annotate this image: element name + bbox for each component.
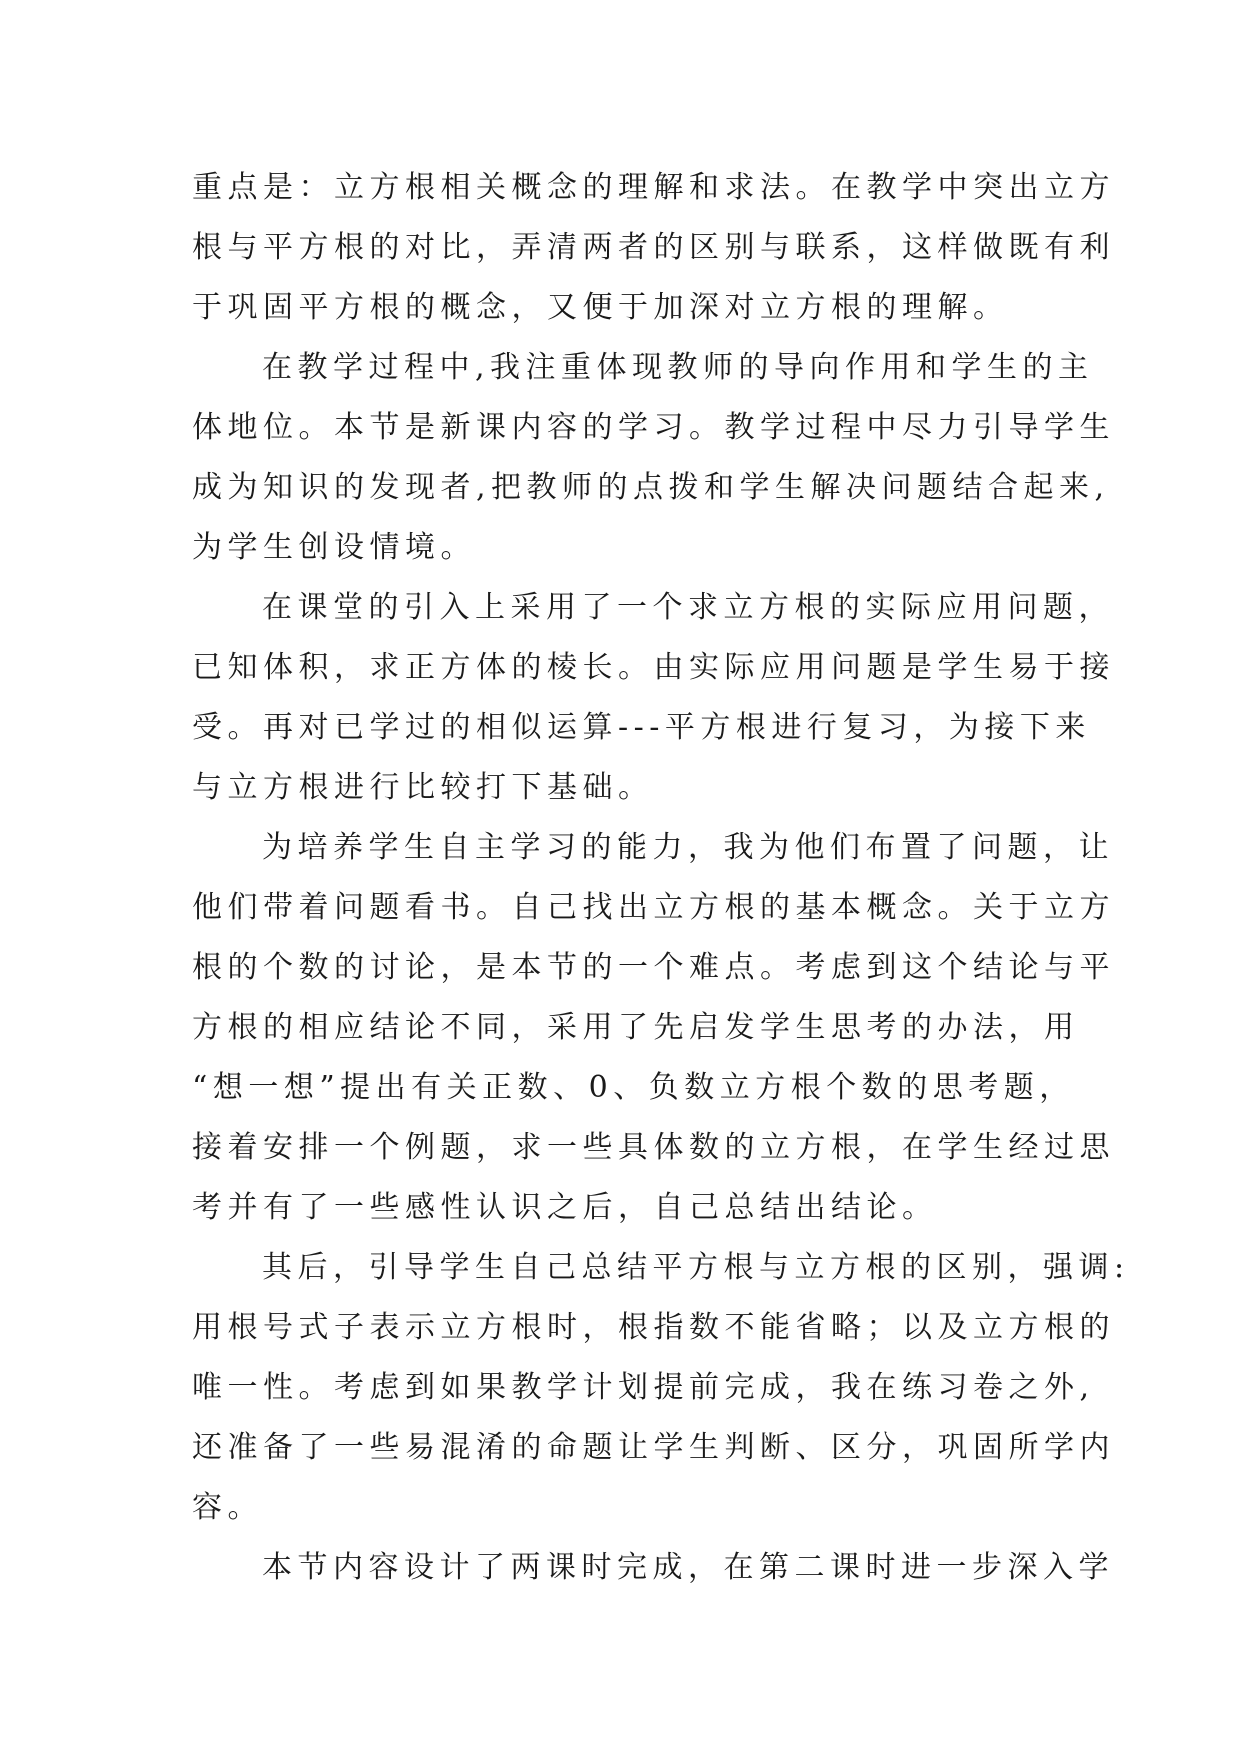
text-line: 为学生创设情境。: [192, 530, 476, 565]
text-line: 根的个数的讨论，是本节的一个难点。考虑到这个结论与平: [192, 950, 1115, 985]
text-line: “想一想”提出有关正数、0、负数立方根个数的思考题，: [192, 1070, 1075, 1105]
text-line: 重点是：立方根相关概念的理解和求法。在教学中突出立方: [192, 170, 1115, 205]
text-line: 与立方根进行比较打下基础。: [192, 770, 654, 805]
text-line: 在课堂的引入上采用了一个求立方根的实际应用问题，: [262, 590, 1114, 625]
text-line: 唯一性。考虑到如果教学计划提前完成，我在练习卷之外,: [192, 1370, 1095, 1405]
text-line: 在教学过程中,我注重体现教师的导向作用和学生的主: [262, 350, 1094, 385]
text-line: 方根的相应结论不同，采用了先启发学生思考的办法，用: [192, 1010, 1080, 1045]
text-line: 成为知识的发现者,把教师的点拨和学生解决问题结合起来,: [192, 470, 1110, 505]
text-line: 他们带着问题看书。自己找出立方根的基本概念。关于立方: [192, 890, 1115, 925]
document-body: [192, 158, 1130, 1598]
text-line: 考并有了一些感性认识之后，自己总结出结论。: [192, 1190, 938, 1225]
text-line: 已知体积，求正方体的棱长。由实际应用问题是学生易于接: [192, 650, 1115, 685]
text-line: 为培养学生自主学习的能力，我为他们布置了问题，让: [262, 830, 1114, 865]
text-line: 还准备了一些易混淆的命题让学生判断、区分，巩固所学内: [192, 1430, 1115, 1465]
text-line: 其后，引导学生自己总结平方根与立方根的区别，强调:: [262, 1250, 1130, 1285]
text-line: 接着安排一个例题，求一些具体数的立方根，在学生经过思: [192, 1130, 1115, 1165]
text-line: 容。: [192, 1490, 263, 1525]
text-line: 受。再对已学过的相似运算---平方根进行复习，为接下来: [192, 710, 1091, 745]
text-line: 用根号式子表示立方根时，根指数不能省略；以及立方根的: [192, 1310, 1115, 1345]
text-line: 于巩固平方根的概念，又便于加深对立方根的理解。: [192, 290, 1009, 325]
text-line: 本节内容设计了两课时完成，在第二课时进一步深入学: [262, 1550, 1114, 1585]
text-line: 根与平方根的对比，弄清两者的区别与联系，这样做既有利: [192, 230, 1115, 265]
text-line: 体地位。本节是新课内容的学习。教学过程中尽力引导学生: [192, 410, 1115, 445]
